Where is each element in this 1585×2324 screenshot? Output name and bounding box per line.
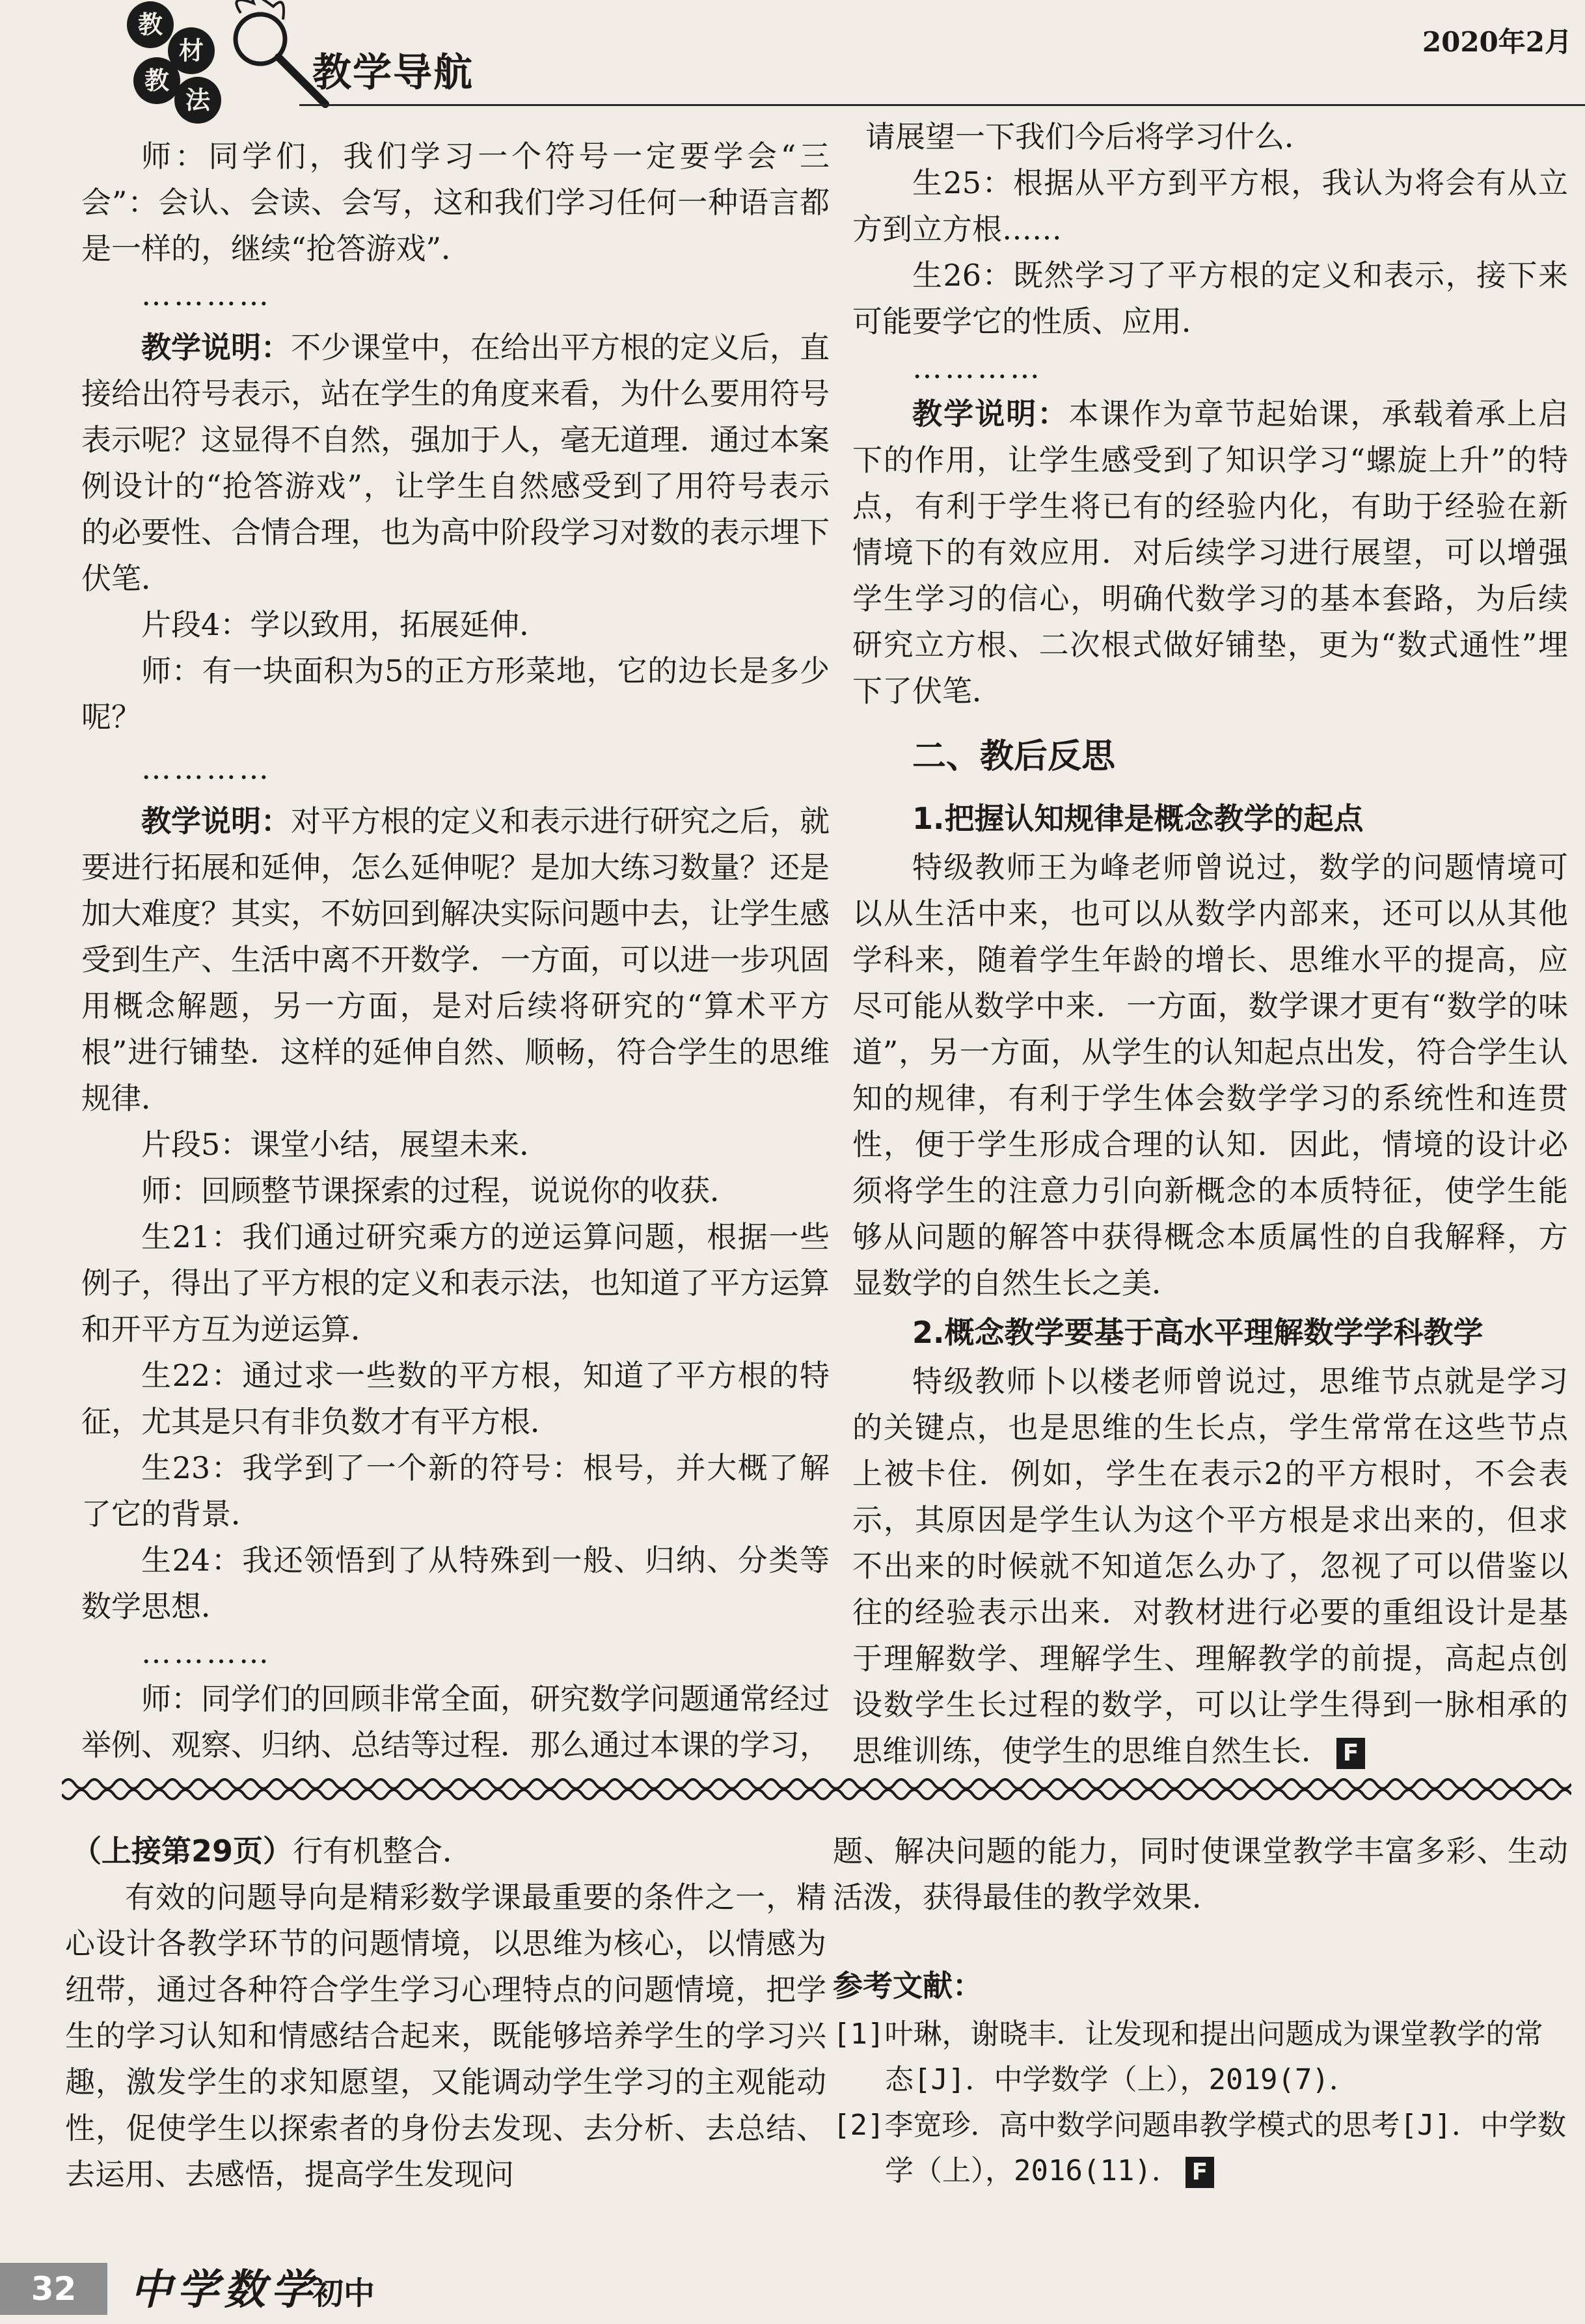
subsection-heading: 1.把握认知规律是概念教学的起点	[912, 801, 1364, 836]
student-answer: 生21：我们通过研究乘方的逆运算问题，根据一些例子，得出了平方根的定义和表示法，也知道了平方运算和开平方互为逆运算．	[81, 1219, 830, 1347]
article-end-mark: F	[1336, 1738, 1365, 1769]
note-text: 不少课堂中，在给出平方根的定义后，直接给出符号表示，站在学生的角度来看，为什么要用符号表示呢？这显得不自然，强加于人，毫无道理．通过本案例设计的“抢答游戏”，让学生自然感受到了用符号表示的必要性、合情合理，也为高中阶段学习对数的表示埋下伏笔．	[81, 330, 830, 596]
continued-text: 行有机整合．	[293, 1833, 473, 1869]
page-header	[0, 0, 1585, 114]
paragraph: 师：回顾整节课探索的过程，说说你的收获．	[141, 1173, 740, 1208]
journal-level: 初中	[312, 2275, 375, 2312]
paragraph	[852, 1358, 1568, 1774]
reference-item: [1]叶琳，谢晓丰．让发现和提出问题成为课堂教学的常态[J]．中学数学（上），2019(7)．	[833, 2018, 1543, 2096]
note-label: 教学说明：	[912, 396, 1069, 431]
note-text: 对平方根的定义和表示进行研究之后，就要进行拓展和延伸，怎么延伸呢？是加大练习数量？还是加大难度？其实，不妨回到解决实际问题中去，让学生感受到生产、生活中离不开数学．一方面，可以进一步巩固用概念解题，另一方面，是对后续将研究的“算术平方根”进行铺垫．这样的延伸自然、顺畅，符合学生的思维规律．	[81, 804, 830, 1116]
student-answer: 生22：通过求一些数的平方根，知道了平方根的特征，尤其是只有非负数才有平方根．	[81, 1358, 830, 1439]
reference-item	[833, 2103, 1568, 2194]
teaching-note	[81, 325, 830, 602]
paragraph: 有效的问题导向是精彩数学课最重要的条件之一，精心设计各教学环节的问题情境，以思维为核心，以情感为纽带，通过各种符合学生学习心理特点的问题情境，把学生的学习认知和情感结合起来，既能够培养学生的学习兴趣，激发学生的求知愿望，又能调动学生学习的主观能动性，促使学生以探索者的身份去发现、去分析、去总结、去运用、去感悟，提高学生发现问	[65, 1880, 826, 2192]
page-number: 32	[0, 2263, 107, 2315]
journal-name: 中学数学	[130, 2265, 318, 2314]
paragraph: 师：同学们，我们学习一个符号一定要学会“三会”：会认、会读、会写，这和我们学习任何一种语言都是一样的，继续“抢答游戏”．	[81, 139, 830, 266]
note-text: 本课作为章节起始课，承载着承上启下的作用，让学生感受到了知识学习“螺旋上升”的特点，有利于学生将已有的经验内化，有助于经验在新情境下的有效应用．对后续学习进行展望，可以增强学生学习的信心，明确代数学习的基本套路，为后续研究立方根、二次根式做好铺垫，更为“数式通性”埋下了伏笔．	[852, 396, 1569, 709]
section-heading: 二、教后反思	[912, 737, 1116, 776]
issue-date: 2020年2月	[1422, 26, 1572, 58]
ellipsis: …………	[912, 350, 1042, 385]
ellipsis: …………	[141, 277, 271, 312]
bottom-left-column	[65, 1828, 826, 2198]
student-answer: 生23：我学到了一个新的符号：根号，并大概了解了它的背景．	[81, 1450, 830, 1532]
reference-text: [2]李宽珍．高中数学问题串教学模式的思考[J]．中学数学（上），2016(11)．	[833, 2109, 1566, 2187]
paragraph: 特级教师王为峰老师曾说过，数学的问题情境可以从生活中来，也可以从数学内部来，还可以从其他学科来，随着学生年龄的增长、思维水平的提高，应尽可能从数学中来．一方面，数学课才更有“数学的味道”，另一方面，从学生的认知起点出发，符合学生认知的规律，有利于学生体会数学学习的系统性和连贯性，便于学生形成合理的认知．因此，情境的设计必须将学生的注意力引向新概念的本质特征，使学生能够从问题的解答中获得概念本质属性的自我解释，方显数学的自然生长之美．	[852, 850, 1568, 1301]
page-footer	[0, 2263, 1585, 2324]
note-label: 教学说明：	[141, 330, 291, 365]
article-end-mark: F	[1185, 2157, 1214, 2188]
references-title: 参考文献：	[833, 1968, 982, 2003]
note-label: 教学说明：	[141, 804, 291, 839]
right-column	[852, 114, 1568, 1774]
paragraph-text: 特级教师卜以楼老师曾说过，思维节点就是学习的关键点，也是思维的生长点，学生常常在这些节点上被卡住．例如，学生在表示2的平方根时，不会表示，其原因是学生认为这个平方根是求出来的，但求不出来的时候就不知道怎么办了，忽视了可以借鉴以往的经验表示出来．对教材进行必要的重组设计是基于理解数学、理解学生、理解教学的前提，高起点创设数学生长过程的数学，可以让学生得到一脉相承的思维训练，使学生的思维自然生长．	[852, 1364, 1568, 1768]
student-answer: 生26：既然学习了平方根的定义和表示，接下来可能要学它的性质、应用．	[852, 258, 1568, 339]
paragraph: 请展望一下我们今后将学习什么．	[865, 119, 1314, 154]
fragment-heading: 片段4：学以致用，拓展延伸．	[141, 607, 550, 642]
bottom-right-column	[833, 1828, 1568, 2194]
student-answer: 生25：根据从平方到平方根，我认为将会有从立方到立方根……	[852, 165, 1568, 247]
header-badge-2: 材	[168, 27, 215, 74]
wavy-divider	[62, 1770, 1571, 1809]
section-title: 教学导航	[312, 50, 474, 96]
fragment-heading: 片段5：课堂小结，展望未来．	[141, 1127, 550, 1162]
teaching-note	[852, 391, 1568, 714]
header-rule	[299, 104, 1585, 106]
header-badge-1: 教	[127, 1, 174, 48]
header-badge-4: 法	[174, 77, 221, 124]
ellipsis: …………	[141, 1635, 271, 1670]
ellipsis: …………	[141, 751, 271, 786]
teaching-note	[81, 798, 830, 1122]
subsection-heading: 2.概念教学要基于高水平理解数学学科教学	[912, 1315, 1483, 1350]
paragraph: 题、解决问题的能力，同时使课堂教学丰富多彩、生动活泼，获得最佳的教学效果．	[833, 1833, 1568, 1915]
continued-label: （上接第29页）	[72, 1833, 293, 1869]
header-badge-3: 教	[133, 57, 180, 104]
paragraph: 师：有一块面积为5的正方形菜地，它的边长是多少呢？	[81, 653, 830, 735]
student-answer: 生24：我还领悟到了从特殊到一般、归纳、分类等数学思想．	[81, 1543, 830, 1624]
continued-paragraph	[65, 1828, 826, 1874]
left-column	[81, 133, 830, 1768]
paragraph: 师：同学们的回顾非常全面，研究数学问题通常经过举例、观察、归纳、总结等过程．那么通过本课的学习，	[81, 1681, 830, 1763]
